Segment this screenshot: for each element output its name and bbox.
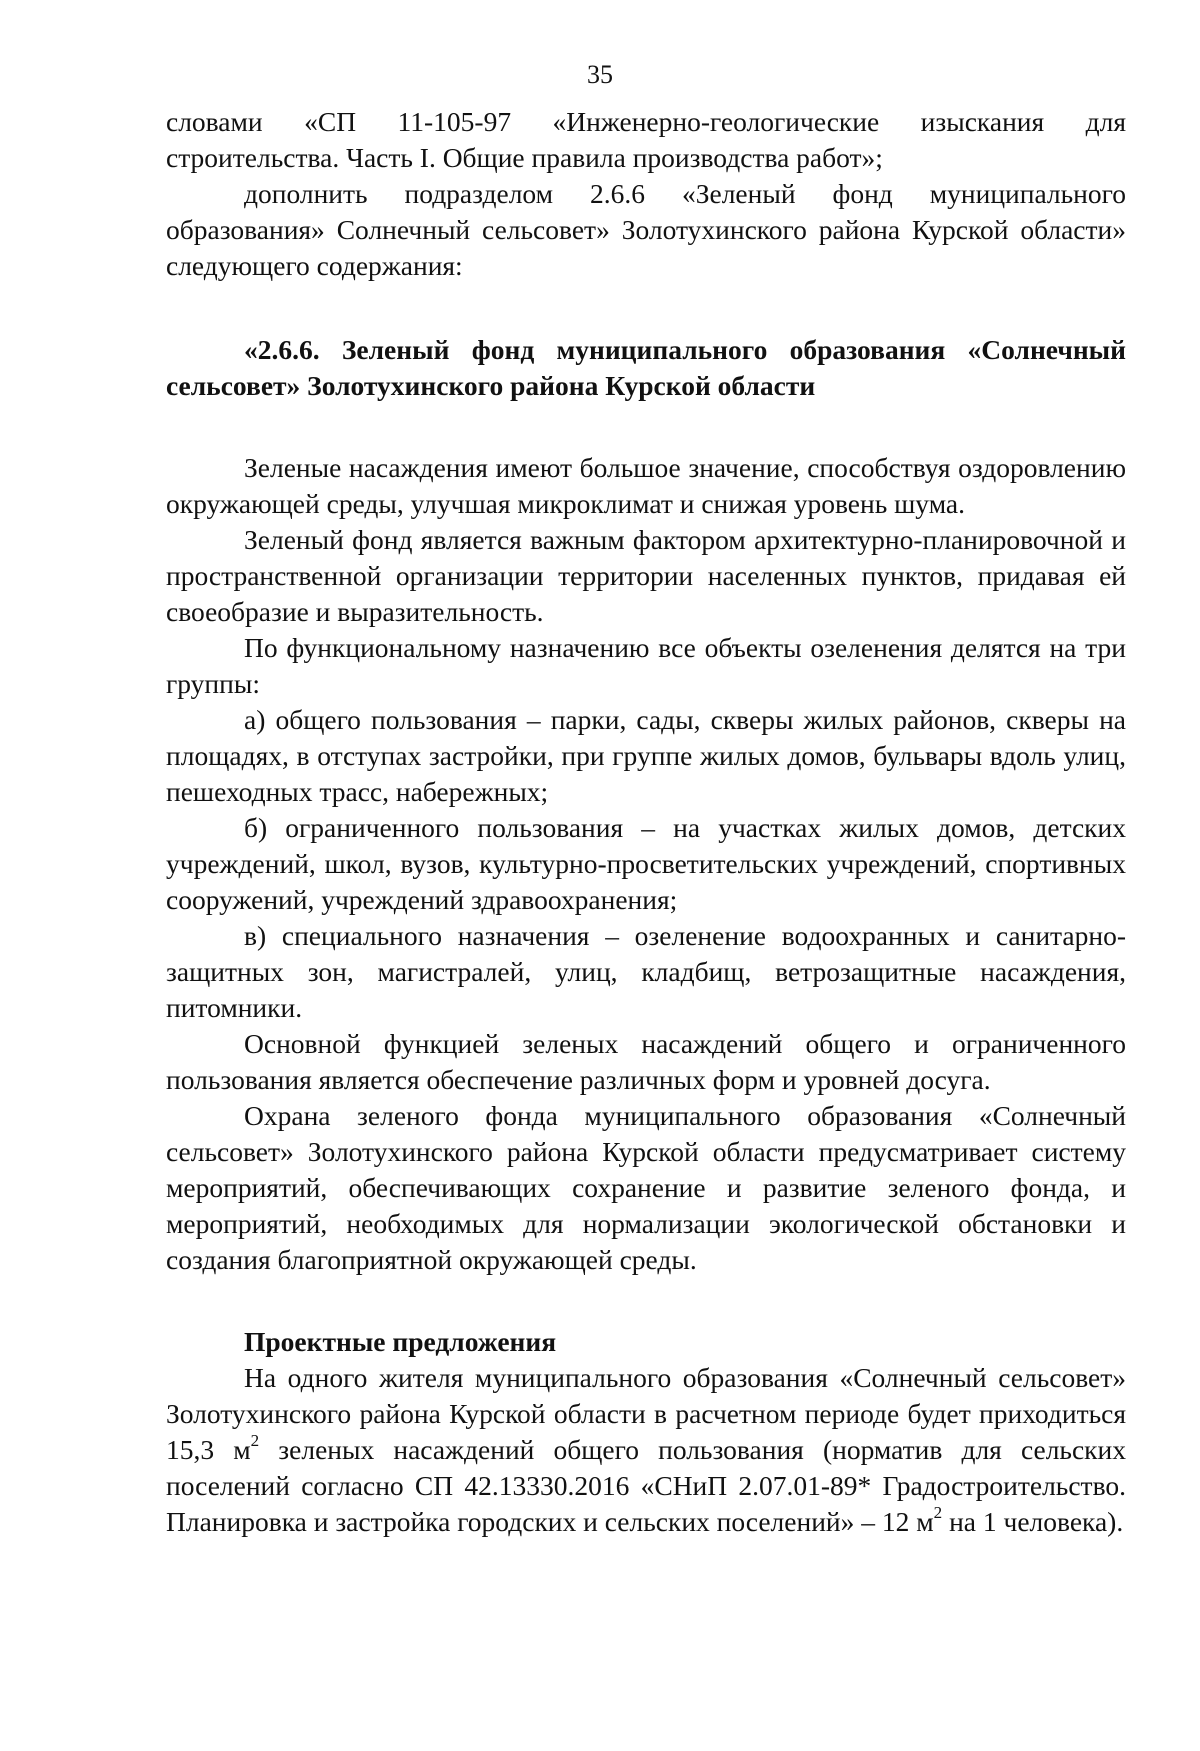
paragraph-add-subsection: дополнить подразделом 2.6.6 «Зеленый фонд муниципального образования» Солнечный сельсовет» Золотухинского района Курской области» следующего содержания: [166,178,1126,281]
proposals-heading: Проектные предложения [244,1326,557,1357]
proposals-text-part2: зеленых насаждений общего пользования (норматив для сельских поселений согласно СП 42.13330.2016 «СНиП 2.07.01-89* Градостроительство. Планировка и застройка городских и сельских поселений» – 12 м [166,1434,1126,1537]
page-number: 35 [587,60,613,89]
paragraph-protection: Охрана зеленого фонда муниципального образования «Солнечный сельсовет» Золотухинского района Курской области предусматривает систему мероприятий, обеспечивающих сохранение и развитие зеленого фонда, и мероприятий, необходимых для нормализации экологической обстановки и создания благоприятной окружающей среды. [166,1100,1126,1275]
list-item-special-purpose: в) специального назначения – озеленение водоохранных и санитарно-защитных зон, магистралей, улиц, кладбищ, ветрозащитные насаждения, питомники. [166,920,1126,1023]
section-heading: «2.6.6. Зеленый фонд муниципального образования «Солнечный сельсовет» Золотухинского района Курской области [166,334,1126,401]
proposals-text-part1: На одного жителя муниципального образования «Солнечный сельсовет» Золотухинского района Курской области в расчетном периоде будет приходиться 15,3 м [166,1362,1126,1465]
paragraph-green-fund-factor: Зеленый фонд является важным фактором архитектурно-планировочной и пространственной организации территории населенных пунктов, придавая ей своеобразие и выразительность. [166,524,1126,627]
paragraph-main-function: Основной функцией зеленых насаждений общего и ограниченного пользования является обеспечение различных форм и уровней досуга. [166,1028,1126,1095]
paragraph-three-groups: По функциональному назначению все объекты озеленения делятся на три группы: [166,632,1126,699]
paragraph-green-plantings: Зеленые насаждения имеют большое значение, способствуя оздоровлению окружающей среды, улучшая микроклимат и снижая уровень шума. [166,452,1126,519]
document-body [166,104,1126,1540]
list-item-limited-use: б) ограниченного пользования – на участках жилых домов, детских учреждений, школ, вузов, культурно-просветительских учреждений, спортивных сооружений, учреждений здравоохранения; [166,812,1126,915]
paragraph-proposals [166,1360,1126,1540]
superscript-square-2: 2 [933,1503,943,1523]
list-item-general-use: а) общего пользования – парки, сады, скверы жилых районов, скверы на площадях, в отступах застройки, при группе жилых домов, бульвары вдоль улиц, пешеходных трасс, набережных; [166,704,1126,807]
paragraph-sp-reference: словами «СП 11-105-97 «Инженерно-геологические изыскания для строительства. Часть I. Общие правила производства работ»; [166,106,1126,173]
superscript-square-1: 2 [250,1431,260,1451]
proposals-text-part3: на 1 человека). [942,1506,1124,1537]
